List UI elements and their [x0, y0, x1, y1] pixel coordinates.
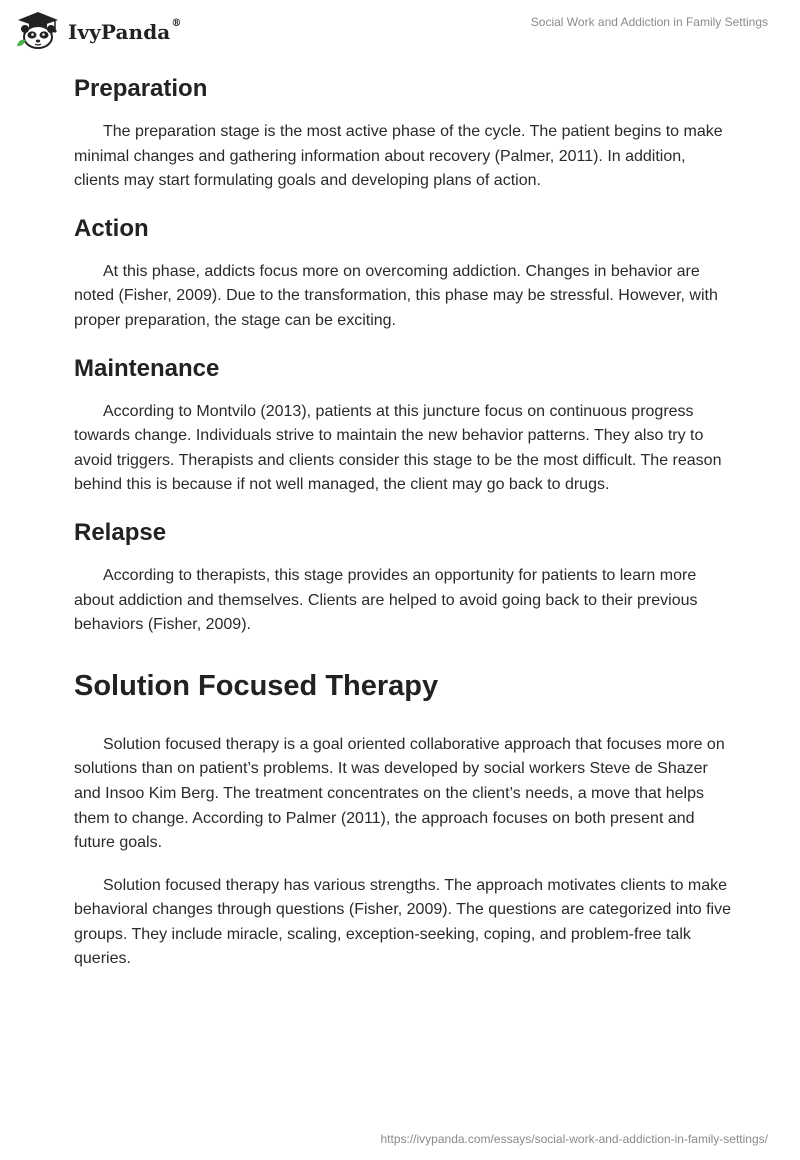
- paragraph-maintenance: According to Montvilo (2013), patients at this juncture focus on continuous progress towards change. Individuals strive to maintain the new behavior patterns. They also try to avoid triggers. Therapists and clients consider this stage to be the most difficult. The reason behind this is because if not well managed, the client may go back to drugs.: [74, 402, 722, 494]
- heading-maintenance: Maintenance: [74, 354, 220, 382]
- heading-action: Action: [74, 214, 149, 242]
- paragraph-solution-focused-2: Solution focused therapy has various strengths. The approach motivates clients to make behavioral changes through questions (Fisher, 2009). The questions are categorized into five groups. They include miracle, scaling, exception-seeking, coping, and problem-free talk queries.: [74, 876, 731, 968]
- heading-relapse: Relapse: [74, 518, 167, 546]
- page-header: [0, 0, 800, 60]
- ivypanda-logo[interactable]: [14, 10, 181, 50]
- heading-solution-focused-therapy: Solution Focused Therapy: [74, 669, 439, 702]
- source-url[interactable]: https://ivypanda.com/essays/social-work-and-addiction-in-family-settings/: [380, 1132, 768, 1146]
- paragraph-action: At this phase, addicts focus more on overcoming addiction. Changes in behavior are noted (Fisher, 2009). Due to the transformation, this phase may be stressful. However, with proper preparation, the stage can be exciting.: [74, 262, 718, 329]
- paragraph-relapse: According to therapists, this stage provides an opportunity for patients to learn more about addiction and themselves. Clients are helped to avoid going back to their previous behaviors (Fisher, 2009).: [74, 566, 698, 634]
- heading-preparation: Preparation: [74, 75, 208, 102]
- paragraph-preparation: The preparation stage is the most active phase of the cycle. The patient begins to make minimal changes and gathering information about recovery (Palmer, 2011). In addition, clients may start formulating goals and developing plans of action.: [74, 123, 723, 190]
- article-body: [74, 70, 734, 972]
- paragraph-solution-focused-1: Solution focused therapy is a goal oriented collaborative approach that focuses more on solutions than on patient’s problems. It was developed by social workers Steve de Shazer and Insoo Kim Berg. The treatment concentrates on the client’s needs, a move that helps them to change. According to Palmer (2011), the approach focuses on both present and future goals.: [74, 735, 725, 852]
- document-title: Social Work and Addiction in Family Settings: [530, 15, 768, 29]
- panda-graduate-icon: [14, 10, 62, 50]
- logo-text: IvyPanda®: [68, 18, 182, 44]
